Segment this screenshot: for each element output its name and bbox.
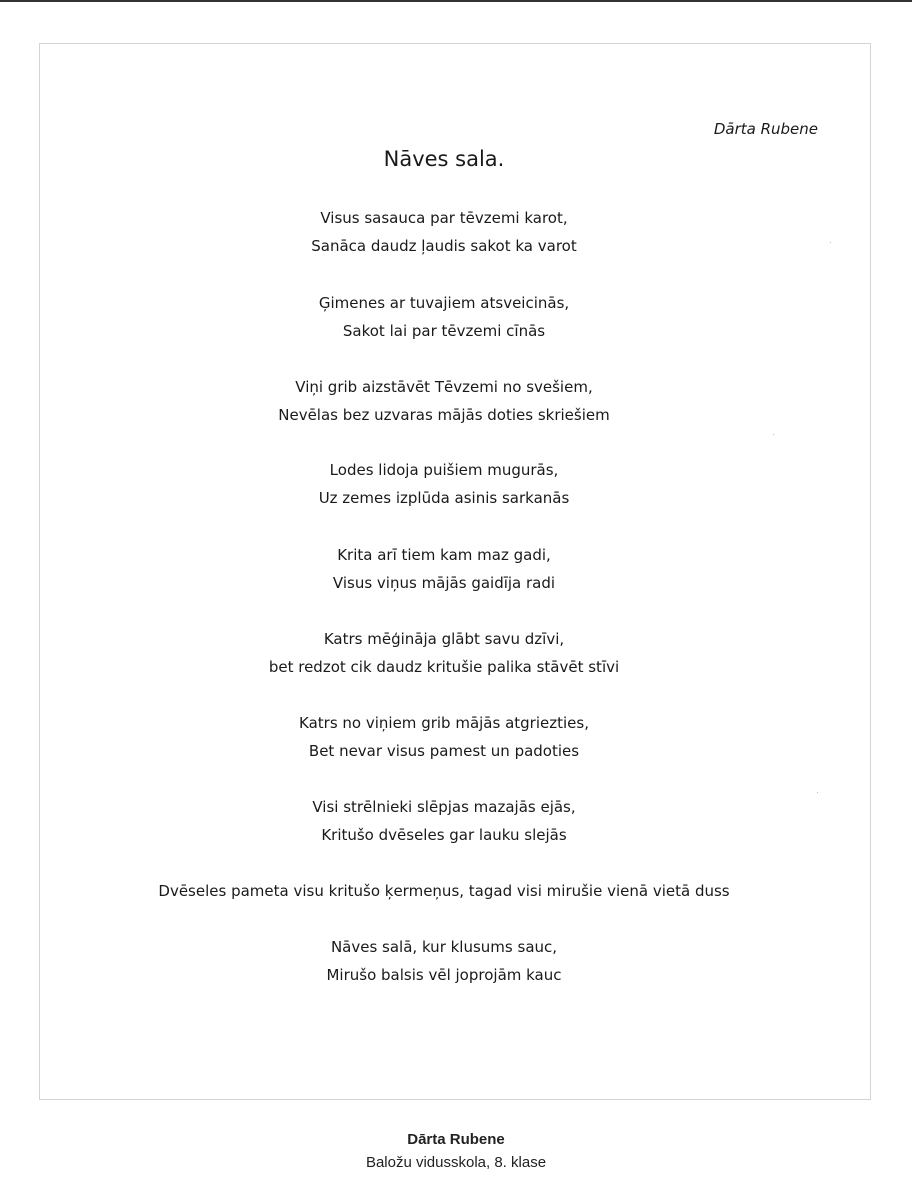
footer-author-name: Dārta Rubene <box>407 1131 505 1148</box>
poem-title: Nāves sala. <box>383 147 505 171</box>
poem-line: Ģimenes ar tuvajiem atsveicinās, <box>318 294 570 312</box>
poem-line: Nevēlas bez uzvaras mājās doties skriešiem <box>278 406 610 424</box>
poem-line: bet redzot cik daudz kritušie palika stāvēt stīvi <box>268 658 620 676</box>
top-border <box>0 0 912 2</box>
poem-line: Bet nevar visus pamest un padoties <box>308 742 580 760</box>
poem-line: Katrs no viņiem grib mājās atgriezties, <box>299 714 589 732</box>
scan-speck <box>773 434 774 435</box>
scan-speck <box>817 792 818 793</box>
footer-school: Baložu vidusskola, 8. klase <box>365 1154 547 1171</box>
poem-line: Visus viņus mājās gaidīja radi <box>332 574 556 592</box>
poem-line: Visus sasauca par tēvzemi karot, <box>320 209 568 227</box>
poem-line: Uz zemes izplūda asinis sarkanās <box>318 489 570 507</box>
poem-line: Viņi grib aizstāvēt Tēvzemi no svešiem, <box>295 378 593 396</box>
poem-line: Visi strēlnieki slēpjas mazajās ejās, <box>312 798 576 816</box>
poem-line: Lodes lidoja puišiem mugurās, <box>329 461 559 479</box>
poem-line: Nāves salā, kur klusums sauc, <box>330 938 558 956</box>
author-name-top: Dārta Rubene <box>713 120 818 138</box>
scan-speck <box>830 242 831 243</box>
poem-page <box>39 43 871 1100</box>
poem-line: Katrs mēģināja glābt savu dzīvi, <box>323 630 565 648</box>
poem-line: Mirušo balsis vēl joprojām kauc <box>326 966 562 984</box>
poem-line: Sakot lai par tēvzemi cīnās <box>342 322 546 340</box>
poem-line: Krita arī tiem kam maz gadi, <box>337 546 551 564</box>
poem-line: Kritušo dvēseles gar lauku slejās <box>321 826 567 844</box>
poem-line: Dvēseles pameta visu kritušo ķermeņus, tagad visi mirušie vienā vietā duss <box>158 882 730 900</box>
poem-line: Sanāca daudz ļaudis sakot ka varot <box>311 237 577 255</box>
